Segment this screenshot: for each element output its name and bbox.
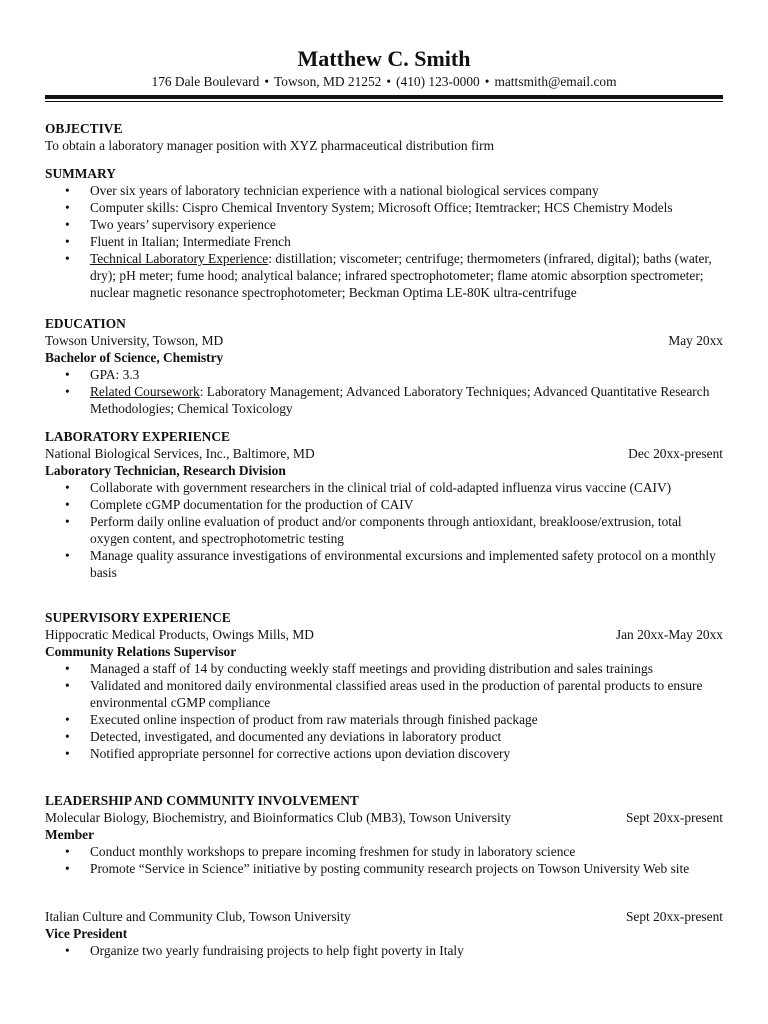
header-rule-thin [45, 101, 723, 102]
list-item: • Notified appropriate personnel for corrective actions upon deviation discovery [45, 745, 723, 762]
coursework-label: Related Coursework [90, 384, 200, 399]
supervisory-heading: SUPERVISORY EXPERIENCE [45, 610, 231, 625]
supervisory-list [45, 660, 723, 762]
list-item: • Executed online inspection of product from raw materials through finished package [45, 711, 723, 728]
list-item: • Complete cGMP documentation for the production of CAIV [45, 496, 723, 513]
leadership-org2: Italian Culture and Community Club, Towson University [45, 909, 351, 924]
supervisory-date: Jan 20xx-May 20xx [615, 627, 723, 642]
list-item: • Managed a staff of 14 by conducting weekly staff meetings and providing distribution and sales trainings [45, 660, 723, 677]
education-school: Towson University, Towson, MD [45, 333, 224, 348]
supervisory-employer: Hippocratic Medical Products, Owings Mills, MD [45, 627, 314, 642]
tech-experience-label: Technical Laboratory Experience [90, 251, 269, 266]
contact-phone: (410) 123-0000 [396, 74, 480, 89]
objective-heading: OBJECTIVE [45, 121, 123, 136]
tech-experience-text: : distillation; viscometer; centrifuge; thermometers (infrared, digital); baths (water, dry); pH meter; fume hood; analytical balance; infrared spectrophotometer; flame atomic absorption spectrometer; nuclear magnetic resonance spectrophotometer; Beckman Optima LE-80K ultra-centrifuge [90, 251, 712, 300]
summary-heading: SUMMARY [45, 166, 116, 181]
list-item: • Over six years of laboratory technician experience with a national biological services company [45, 182, 723, 199]
list-item [45, 383, 723, 417]
contact-separator: • [386, 74, 392, 89]
list-item: • Detected, investigated, and documented any deviations in laboratory product [45, 728, 723, 745]
leadership-list2 [45, 942, 723, 959]
leadership-heading: LEADERSHIP AND COMMUNITY INVOLVEMENT [45, 793, 359, 808]
leadership-list1 [45, 843, 723, 877]
list-item: • GPA: 3.3 [45, 366, 723, 383]
leadership-role1: Member [45, 827, 95, 842]
contact-line [45, 73, 723, 90]
education-degree: Bachelor of Science, Chemistry [45, 350, 224, 365]
leadership-section [45, 792, 723, 877]
list-item: • Organize two yearly fundraising projects to help fight poverty in Italy [45, 942, 723, 959]
list-item: • Validated and monitored daily environmental classified areas used in the production of parental products to ensure environmental cGMP compliance [45, 677, 723, 711]
leadership-org2-line [45, 908, 723, 925]
contact-city: Towson, MD 21252 [274, 74, 382, 89]
lab-experience-section [45, 428, 723, 581]
lab-employer-line [45, 445, 723, 462]
contact-separator: • [484, 74, 490, 89]
education-list [45, 366, 723, 417]
summary-section [45, 165, 723, 301]
leadership-org1: Molecular Biology, Biochemistry, and Bioinformatics Club (MB3), Towson University [45, 810, 512, 825]
list-item: • Computer skills: Cispro Chemical Inventory System; Microsoft Office; Itemtracker; HCS Chemistry Models [45, 199, 723, 216]
supervisory-section [45, 609, 723, 762]
leadership-date1: Sept 20xx-present [625, 810, 723, 825]
resume-name: Matthew C. Smith [297, 46, 471, 71]
objective-text: To obtain a laboratory manager position with XYZ pharmaceutical distribution firm [45, 138, 495, 153]
lab-title: Laboratory Technician, Research Division [45, 463, 286, 478]
coursework-text: : Laboratory Management; Advanced Laboratory Techniques; Advanced Quantitative Research Methodologies; Chemical Toxicology [90, 384, 710, 416]
list-item: • Perform daily online evaluation of product and/or components through antioxidant, breakloose/extrusion, total oxygen content, and spectrophotometric testing [45, 513, 723, 547]
education-date: May 20xx [668, 333, 723, 348]
list-item: • Manage quality assurance investigations of environmental excursions and implemented safety protocol on a monthly basis [45, 547, 723, 581]
lab-date: Dec 20xx-present [628, 446, 723, 461]
leadership-org1-line [45, 809, 723, 826]
contact-address: 176 Dale Boulevard [151, 74, 260, 89]
list-item: • Fluent in Italian; Intermediate French [45, 233, 723, 250]
leadership-date2: Sept 20xx-present [625, 909, 723, 924]
objective-section [45, 120, 723, 154]
contact-email: mattsmith@email.com [494, 74, 617, 89]
lab-experience-heading: LABORATORY EXPERIENCE [45, 429, 230, 444]
list-item: • Conduct monthly workshops to prepare incoming freshmen for study in laboratory science [45, 843, 723, 860]
education-heading: EDUCATION [45, 316, 126, 331]
education-section [45, 315, 723, 417]
supervisory-employer-line [45, 626, 723, 643]
list-item: • Promote “Service in Science” initiative by posting community research projects on Towson University Web site [45, 860, 723, 877]
contact-separator: • [264, 74, 270, 89]
list-item [45, 250, 723, 301]
list-item: • Collaborate with government researchers in the clinical trial of cold-adapted influenza virus vaccine (CAIV) [45, 479, 723, 496]
lab-employer: National Biological Services, Inc., Baltimore, MD [45, 446, 315, 461]
supervisory-title: Community Relations Supervisor [45, 644, 237, 659]
list-item: • Two years’ supervisory experience [45, 216, 723, 233]
header-rule-thick [45, 95, 723, 99]
summary-list [45, 182, 723, 301]
lab-list [45, 479, 723, 581]
education-school-line [45, 332, 723, 349]
leadership-org2-section [45, 908, 723, 959]
leadership-role2: Vice President [45, 926, 128, 941]
